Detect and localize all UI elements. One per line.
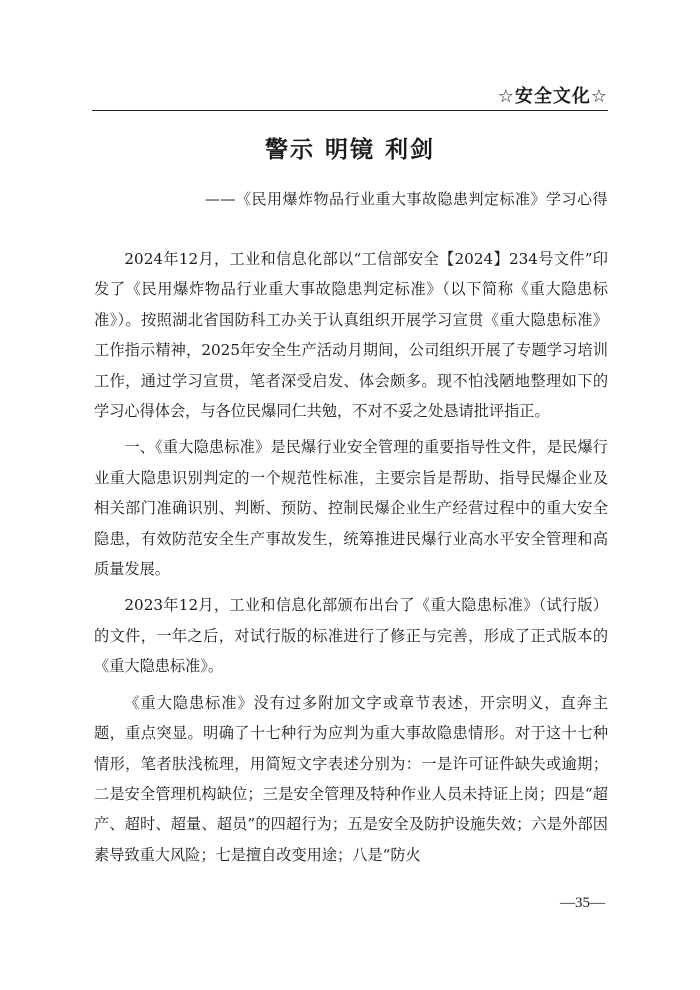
page-number: —35— <box>560 895 605 911</box>
header-divider <box>92 110 608 111</box>
article-title: 警示 明镜 利剑 <box>264 137 435 163</box>
paragraph: 一、《重大隐患标准》是民爆行业安全管理的重要指导性文件，是民爆行业重大隐患识别判定的一个规范性标准，主要宗旨是帮助、指导民爆企业及相关部门准确识别、判断、预防、控制民爆企业生产经营过程中的重大安全隐患，有效防范安全生产事故发生，统筹推进民爆行业高水平安全管理和高质量发展。 <box>94 438 608 579</box>
article-subtitle: ——《民用爆炸物品行业重大事故隐患判定标准》学习心得 <box>204 190 608 208</box>
section-header: ☆安全文化☆ <box>497 86 608 107</box>
paragraph: 2024年12月，工业和信息化部以“工信部安全【2024】234号文件”印发了《民用爆炸物品行业重大事故隐患判定标准》（以下简称《重大隐患标准》）。按照湖北省国防科工办关于认真组织开展学习宣贯《重大隐患标准》工作指示精神，2025年安全生产活动月期间，公司组织开展了专题学习培训工作，通过学习宣贯，笔者深受启发、体会颇多。现不怕浅陋地整理如下的学习心得体会，与各位民爆同仁共勉，不对不妥之处恳请批评指正。 <box>94 250 608 421</box>
paragraph: 《重大隐患标准》没有过多附加文字或章节表述，开宗明义，直奔主题，重点突显。明确了十七种行为应判为重大事故隐患情形。对于这十七种情形，笔者肤浅梳理，用简短文字表述分别为：一是许可证件缺失或逾期；二是安全管理机构缺位；三是安全管理及特种作业人员未持证上岗；四是“超产、超时、超量、超员”的四超行为；五是安全及防护设施失效；六是外部因素导致重大风险；七是擅自改变用途；八是“防火 <box>94 693 608 864</box>
paragraph: 2023年12月，工业和信息化部颁布出台了《重大隐患标准》（试行版）的文件，一年之后，对试行版的标准进行了修正与完善，形成了正式版本的《重大隐患标准》。 <box>94 596 608 676</box>
article-body <box>94 244 608 876</box>
